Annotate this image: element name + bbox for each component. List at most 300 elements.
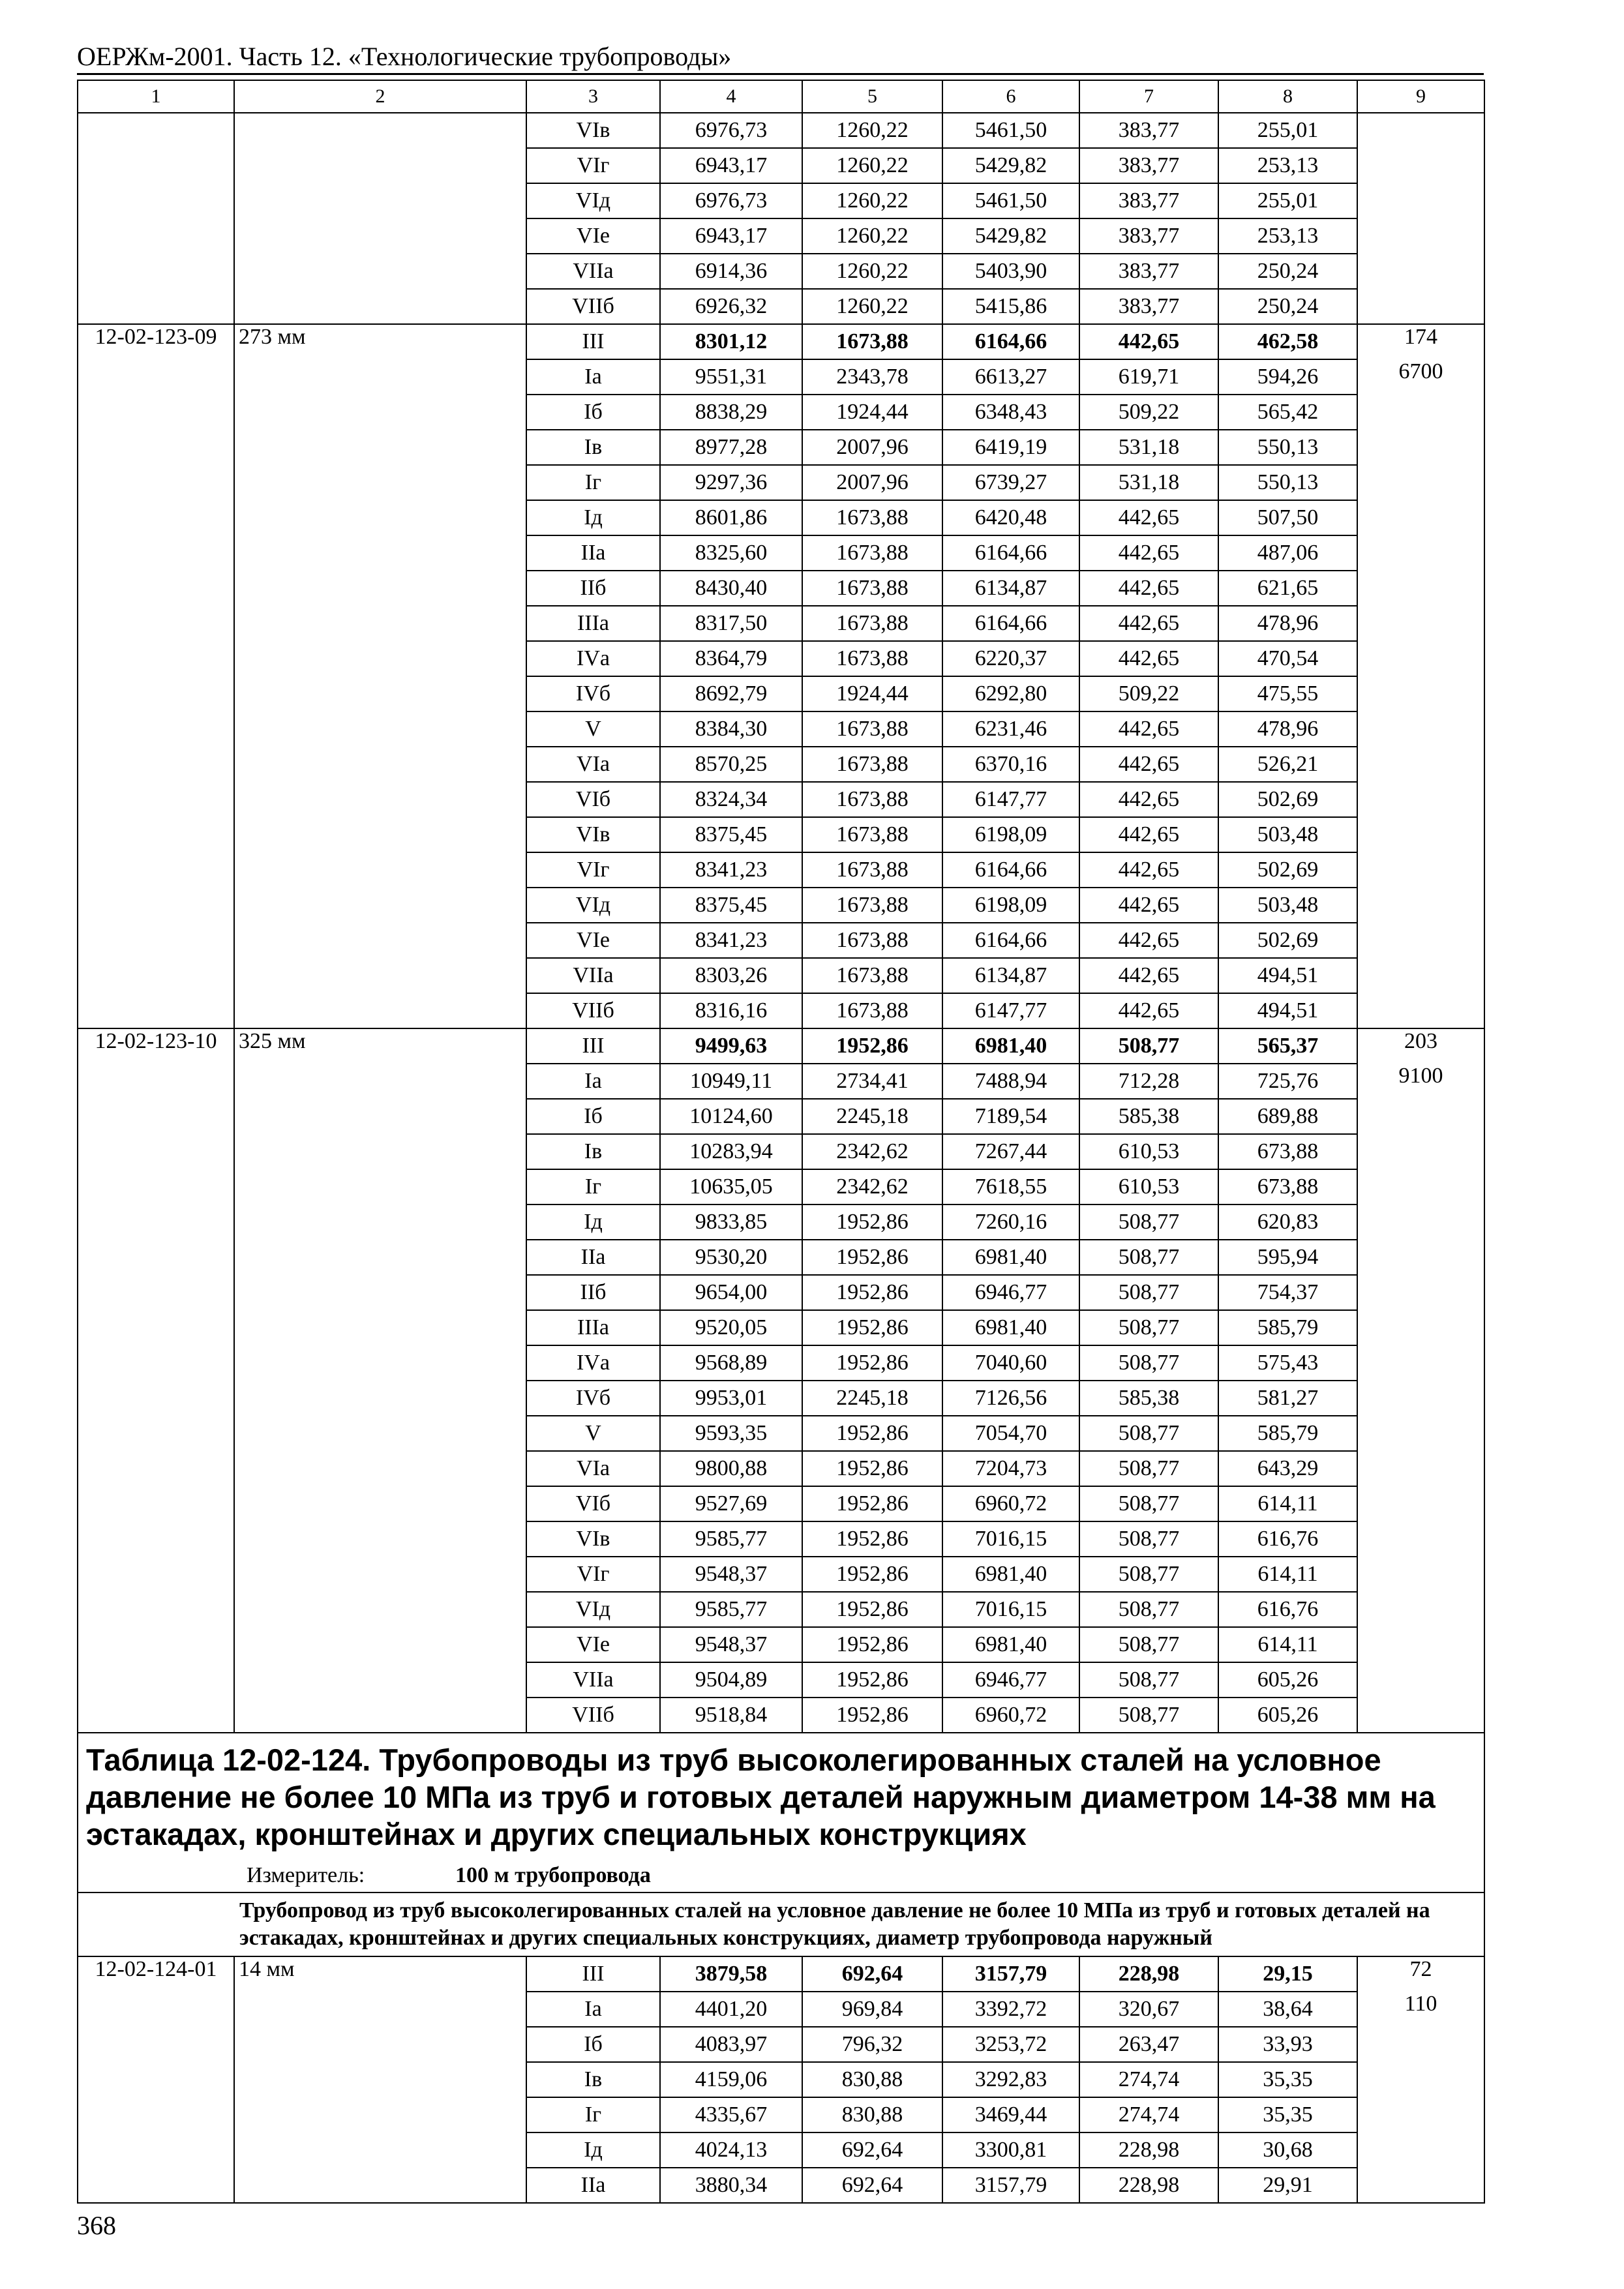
rate-code: 12-02-123-09 [78,324,234,359]
table-row [78,852,1484,888]
value-cell: 585,38 [1079,1099,1218,1134]
rate-code-cont [78,1310,234,1345]
value-cell: 1673,88 [802,782,942,817]
rate-code-cont [78,1451,234,1486]
table-row [78,571,1484,606]
zone-label: VIIб [526,289,660,324]
zone-label: IVа [526,641,660,676]
table-row [78,1662,1484,1698]
zone-label: VIд [526,183,660,218]
value-cell: 8325,60 [660,535,802,571]
value-cell: 4401,20 [660,1992,802,2027]
rate-code-cont [78,2062,234,2097]
zone-label: Iа [526,1064,660,1099]
column-number-row [78,80,1484,113]
value-cell: 2342,62 [802,1169,942,1204]
extra-empty [1357,289,1484,324]
value-cell: 6164,66 [942,606,1079,641]
value-cell: 3392,72 [942,1992,1079,2027]
rate-code [78,113,234,148]
zone-label: Iд [526,1204,660,1240]
table-row [78,1240,1484,1275]
zone-label: VIд [526,1592,660,1627]
value-cell: 508,77 [1079,1486,1218,1521]
table-row [78,183,1484,218]
value-cell: 253,13 [1218,148,1357,183]
value-cell: 605,26 [1218,1662,1357,1698]
value-cell: 502,69 [1218,852,1357,888]
extra-empty [1357,2027,1484,2062]
zone-label: VIIб [526,993,660,1028]
value-cell: 796,32 [802,2027,942,2062]
value-cell: 6134,87 [942,571,1079,606]
value-cell: 10283,94 [660,1134,802,1169]
table-row [78,2062,1484,2097]
value-cell: 4024,13 [660,2132,802,2168]
value-cell: 689,88 [1218,1099,1357,1134]
pipe-diameter-cont [234,1451,526,1486]
extra-value: 6700 [1357,359,1484,395]
value-cell: 6981,40 [942,1557,1079,1592]
value-cell: 6613,27 [942,359,1079,395]
pipe-diameter-cont [234,606,526,641]
value-cell: 6981,40 [942,1028,1079,1064]
zone-label: Iв [526,430,660,465]
zone-label: Iв [526,1134,660,1169]
rate-code-cont [78,1345,234,1381]
value-cell: 228,98 [1079,2132,1218,2168]
value-cell: 503,48 [1218,888,1357,923]
page-header: ОЕРЖм-2001. Часть 12. «Технологические трубопроводы» [77,42,732,71]
extra-empty [1357,218,1484,254]
value-cell: 550,13 [1218,465,1357,500]
value-cell: 614,11 [1218,1557,1357,1592]
value-cell: 3292,83 [942,2062,1079,2097]
measure-label: Измеритель: [247,1863,365,1887]
extra-empty [1357,2097,1484,2132]
pipe-diameter-cont [234,571,526,606]
table-row [78,1992,1484,2027]
column-number: 7 [1079,80,1218,113]
rate-code-cont [78,1486,234,1521]
value-cell: 8430,40 [660,571,802,606]
table-row [78,888,1484,923]
value-cell: 643,29 [1218,1451,1357,1486]
pipe-diameter-cont [234,1275,526,1310]
zone-label: III [526,324,660,359]
table-row [78,1381,1484,1416]
pipe-diameter-cont [234,1240,526,1275]
value-cell: 442,65 [1079,852,1218,888]
value-cell: 1260,22 [802,218,942,254]
value-cell: 442,65 [1079,993,1218,1028]
value-cell: 9548,37 [660,1627,802,1662]
table-body-123 [78,80,1484,1733]
table-row [78,465,1484,500]
extra-empty [1357,817,1484,852]
value-cell: 508,77 [1079,1345,1218,1381]
zone-label: VIв [526,113,660,148]
value-cell: 616,76 [1218,1592,1357,1627]
value-cell: 3879,58 [660,1956,802,1992]
value-cell: 6419,19 [942,430,1079,465]
pipe-diameter-cont [234,923,526,958]
rate-code-cont [78,218,234,254]
value-cell: 7040,60 [942,1345,1079,1381]
table-row [78,1698,1484,1733]
value-cell: 1952,86 [802,1592,942,1627]
column-number: 8 [1218,80,1357,113]
extra-empty [1357,923,1484,958]
column-number: 1 [78,80,234,113]
value-cell: 6960,72 [942,1486,1079,1521]
table-row [78,1345,1484,1381]
rate-code-cont [78,148,234,183]
rate-code-cont [78,535,234,571]
zone-label: IIа [526,2168,660,2203]
value-cell: 1952,86 [802,1486,942,1521]
extra-empty [1357,1627,1484,1662]
value-cell: 383,77 [1079,218,1218,254]
rate-code-cont [78,1275,234,1310]
rate-code-cont [78,1204,234,1240]
value-cell: 442,65 [1079,817,1218,852]
value-cell: 581,27 [1218,1381,1357,1416]
table-row [78,1451,1484,1486]
value-cell: 692,64 [802,1956,942,1992]
extra-empty [1357,711,1484,747]
zone-label: IIа [526,535,660,571]
value-cell: 9527,69 [660,1486,802,1521]
extra-empty [1357,1345,1484,1381]
table-row [78,113,1484,148]
rate-code-cont [78,571,234,606]
pipe-diameter-cont [234,2027,526,2062]
table-row [78,254,1484,289]
value-cell: 1673,88 [802,535,942,571]
value-cell: 8303,26 [660,958,802,993]
pipe-diameter-cont [234,888,526,923]
value-cell: 442,65 [1079,500,1218,535]
value-cell: 4335,67 [660,2097,802,2132]
value-cell: 1952,86 [802,1662,942,1698]
column-number: 2 [234,80,526,113]
zone-label: VIIа [526,958,660,993]
value-cell: 29,15 [1218,1956,1357,1992]
value-cell: 619,71 [1079,359,1218,395]
zone-label: Iв [526,2062,660,2097]
value-cell: 475,55 [1218,676,1357,711]
zone-label: VIе [526,923,660,958]
value-cell: 1952,86 [802,1521,942,1557]
value-cell: 1673,88 [802,747,942,782]
value-cell: 620,83 [1218,1204,1357,1240]
value-cell: 9800,88 [660,1451,802,1486]
table-row [78,747,1484,782]
value-cell: 442,65 [1079,888,1218,923]
pipe-diameter-cont [234,2132,526,2168]
value-cell: 462,58 [1218,324,1357,359]
table-row [78,1064,1484,1099]
value-cell: 5461,50 [942,113,1079,148]
value-cell: 1952,86 [802,1204,942,1240]
rate-code-cont [78,782,234,817]
value-cell: 6739,27 [942,465,1079,500]
value-cell: 6198,09 [942,817,1079,852]
value-cell: 7488,94 [942,1064,1079,1099]
value-cell: 6943,17 [660,148,802,183]
table-row [78,711,1484,747]
table-row [78,1275,1484,1310]
value-cell: 2734,41 [802,1064,942,1099]
extra-empty [1357,2168,1484,2203]
extra-empty [1357,747,1484,782]
value-cell: 616,76 [1218,1521,1357,1557]
zone-label: Iб [526,1099,660,1134]
value-cell: 594,26 [1218,359,1357,395]
extra-empty [1357,1134,1484,1169]
value-cell: 754,37 [1218,1275,1357,1310]
column-number: 4 [660,80,802,113]
rate-code-cont [78,500,234,535]
value-cell: 6164,66 [942,324,1079,359]
table-124-title-row [78,1733,1484,1859]
value-cell: 1924,44 [802,676,942,711]
value-cell: 442,65 [1079,324,1218,359]
zone-label: III [526,1956,660,1992]
header-rule [77,73,1484,75]
value-cell: 4159,06 [660,2062,802,2097]
rate-code-cont [78,1381,234,1416]
extra-empty [1357,1592,1484,1627]
value-cell: 6147,77 [942,782,1079,817]
value-cell: 692,64 [802,2132,942,2168]
zone-label: III [526,1028,660,1064]
table-row [78,923,1484,958]
value-cell: 6946,77 [942,1275,1079,1310]
value-cell: 585,79 [1218,1416,1357,1451]
extra-empty [1357,782,1484,817]
value-cell: 508,77 [1079,1627,1218,1662]
rate-code-cont [78,395,234,430]
rate-code-cont [78,711,234,747]
extra-empty [1357,183,1484,218]
zone-label: Iа [526,1992,660,2027]
zone-label: IIа [526,1240,660,1275]
value-cell: 6164,66 [942,923,1079,958]
pipe-diameter-cont [234,817,526,852]
pipe-diameter-cont [234,2062,526,2097]
pipe-diameter-cont [234,148,526,183]
value-cell: 8317,50 [660,606,802,641]
value-cell: 1260,22 [802,254,942,289]
value-cell: 4083,97 [660,2027,802,2062]
table-row [78,289,1484,324]
extra-empty [1357,1099,1484,1134]
value-cell: 5461,50 [942,183,1079,218]
pipe-diameter-cont [234,1627,526,1662]
zone-label: IVа [526,1345,660,1381]
extra-empty [1357,465,1484,500]
extra-empty [1357,606,1484,641]
column-number: 5 [802,80,942,113]
table-row [78,958,1484,993]
extra-empty [1357,430,1484,465]
value-cell: 550,13 [1218,430,1357,465]
extra-empty [1357,113,1484,148]
zone-label: VIг [526,148,660,183]
value-cell: 621,65 [1218,571,1357,606]
extra-empty [1357,1416,1484,1451]
value-cell: 255,01 [1218,183,1357,218]
pipe-diameter-cont [234,641,526,676]
value-cell: 8838,29 [660,395,802,430]
value-cell: 1952,86 [802,1698,942,1733]
value-cell: 8301,12 [660,324,802,359]
rate-code-cont [78,289,234,324]
value-cell: 442,65 [1079,782,1218,817]
extra-empty [1357,1240,1484,1275]
value-cell: 508,77 [1079,1310,1218,1345]
extra-empty [1357,1275,1484,1310]
value-cell: 6164,66 [942,852,1079,888]
value-cell: 3253,72 [942,2027,1079,2062]
rate-code-cont [78,1698,234,1733]
pipe-diameter [234,113,526,148]
value-cell: 8570,25 [660,747,802,782]
value-cell: 253,13 [1218,218,1357,254]
value-cell: 7267,44 [942,1134,1079,1169]
value-cell: 1673,88 [802,993,942,1028]
table-row [78,2168,1484,2203]
value-cell: 478,96 [1218,606,1357,641]
value-cell: 383,77 [1079,183,1218,218]
value-cell: 565,37 [1218,1028,1357,1064]
rate-code: 12-02-123-10 [78,1028,234,1064]
value-cell: 503,48 [1218,817,1357,852]
rate-code-cont [78,1240,234,1275]
pipe-diameter-cont [234,747,526,782]
rate-code-cont [78,852,234,888]
value-cell: 442,65 [1079,571,1218,606]
pipe-diameter-cont [234,711,526,747]
zone-label: VIа [526,747,660,782]
zone-label: V [526,1416,660,1451]
pipe-diameter-cont [234,1204,526,1240]
value-cell: 531,18 [1079,465,1218,500]
value-cell: 8316,16 [660,993,802,1028]
value-cell: 585,38 [1079,1381,1218,1416]
value-cell: 1924,44 [802,395,942,430]
value-cell: 1260,22 [802,183,942,218]
rate-code-cont [78,1416,234,1451]
pipe-diameter-cont [234,2097,526,2132]
rate-code-cont [78,359,234,395]
value-cell: 1952,86 [802,1275,942,1310]
table-row [78,1521,1484,1557]
extra-empty [1357,993,1484,1028]
pipe-diameter-cont [234,782,526,817]
zone-label: VIв [526,1521,660,1557]
rate-code-cont [78,993,234,1028]
pipe-diameter-cont [234,1486,526,1521]
value-cell: 274,74 [1079,2097,1218,2132]
table-row [78,641,1484,676]
value-cell: 1952,86 [802,1028,942,1064]
value-cell: 502,69 [1218,923,1357,958]
zone-label: IVб [526,676,660,711]
value-cell: 585,79 [1218,1310,1357,1345]
pipe-diameter-cont [234,254,526,289]
pipe-diameter-cont [234,500,526,535]
table-row [78,2097,1484,2132]
table-row [78,1956,1484,1992]
value-cell: 320,67 [1079,1992,1218,2027]
table-row [78,782,1484,817]
zone-label: VIIа [526,1662,660,1698]
value-cell: 255,01 [1218,113,1357,148]
rate-code-cont [78,2027,234,2062]
value-cell: 508,77 [1079,1521,1218,1557]
value-cell: 1673,88 [802,923,942,958]
pipe-diameter-cont [234,218,526,254]
extra-empty [1357,254,1484,289]
extra-empty [1357,641,1484,676]
value-cell: 526,21 [1218,747,1357,782]
value-cell: 9585,77 [660,1521,802,1557]
value-cell: 614,11 [1218,1486,1357,1521]
pipe-diameter: 325 мм [234,1028,526,1064]
value-cell: 508,77 [1079,1028,1218,1064]
value-cell: 565,42 [1218,395,1357,430]
rate-code-cont [78,747,234,782]
zone-label: Iд [526,2132,660,2168]
value-cell: 969,84 [802,1992,942,2027]
table-row [78,1169,1484,1204]
rate-code-cont [78,676,234,711]
value-cell: 1673,88 [802,500,942,535]
extra-empty [1357,1486,1484,1521]
value-cell: 1952,86 [802,1310,942,1345]
pipe-diameter-cont [234,1134,526,1169]
measure-cell [78,1859,1484,1893]
pipe-diameter-cont [234,430,526,465]
value-cell: 494,51 [1218,993,1357,1028]
value-cell: 8375,45 [660,888,802,923]
zone-label: Iб [526,395,660,430]
value-cell: 494,51 [1218,958,1357,993]
value-cell: 1673,88 [802,324,942,359]
pipe-diameter-cont [234,1345,526,1381]
value-cell: 6134,87 [942,958,1079,993]
pipe-diameter-cont [234,183,526,218]
value-cell: 442,65 [1079,747,1218,782]
pipe-diameter-cont [234,958,526,993]
extra-empty [1357,1204,1484,1240]
extra-empty [1357,500,1484,535]
extra-empty [1357,1451,1484,1486]
pipe-diameter-cont [234,1992,526,2027]
extra-empty [1357,1521,1484,1557]
value-cell: 2007,96 [802,430,942,465]
value-cell: 6147,77 [942,993,1079,1028]
value-cell: 1952,86 [802,1627,942,1662]
value-cell: 9833,85 [660,1204,802,1240]
value-cell: 502,69 [1218,782,1357,817]
value-cell: 3157,79 [942,1956,1079,1992]
rate-code-cont [78,1099,234,1134]
value-cell: 508,77 [1079,1592,1218,1627]
